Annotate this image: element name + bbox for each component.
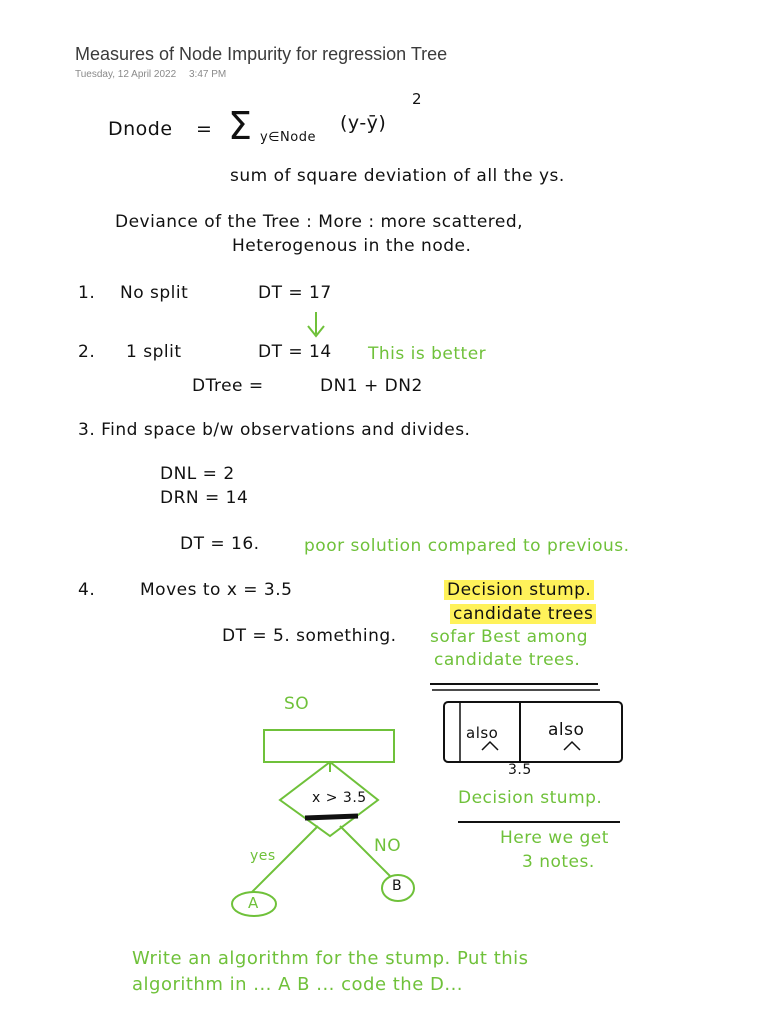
formula-sum: Σ xyxy=(228,104,253,148)
stump-right-label: also xyxy=(548,720,585,740)
step4-text: Moves to x = 3.5 xyxy=(140,580,293,600)
page-date: Tuesday, 12 April 2022 xyxy=(75,69,177,80)
dt5-value: DT = 5. something. xyxy=(222,626,397,646)
step3-line: 3. Find space b/w observations and divides. xyxy=(78,420,471,440)
dtree-rhs: DN1 + DN2 xyxy=(320,376,423,396)
formula-exp: 2 xyxy=(412,90,423,108)
here-line-2: 3 notes. xyxy=(522,852,595,872)
sum-description: sum of square deviation of all the ys. xyxy=(230,166,565,186)
formula-lhs: Dnode xyxy=(108,118,173,140)
highlight-line-1: Decision stump. xyxy=(444,580,594,600)
stump-split-label: 3.5 xyxy=(508,762,532,778)
page-time: 3:47 PM xyxy=(189,69,227,80)
highlight-line-2: candidate trees xyxy=(450,604,596,624)
stump-caption: Decision stump. xyxy=(458,788,603,808)
formula-sub: y∈Node xyxy=(260,130,316,145)
tree-root-label: SO xyxy=(284,694,310,714)
step2-text: 1 split xyxy=(126,342,182,362)
stump-left-label: also xyxy=(466,724,499,742)
page-title: Measures of Node Impurity for regression Tree xyxy=(75,44,448,64)
dt16-value: DT = 16. xyxy=(180,534,260,554)
step2-note: This is better xyxy=(368,344,487,364)
leaf-a-label: A xyxy=(248,894,259,912)
step1-number: 1. xyxy=(78,283,96,303)
formula-body: (y-ȳ) xyxy=(340,112,387,134)
sofar-line-1: sofar Best among xyxy=(430,627,589,647)
dt16-note: poor solution compared to previous. xyxy=(304,536,630,556)
bottom-cutoff-line: algorithm in ... A B ... code the D... xyxy=(132,974,464,995)
step1-value: DT = 17 xyxy=(258,283,332,303)
step4-number: 4. xyxy=(78,580,96,600)
bottom-line: Write an algorithm for the stump. Put this xyxy=(132,948,529,969)
tree-no-label: NO xyxy=(374,836,402,856)
step2-value: DT = 14 xyxy=(258,342,332,362)
formula-eq: = xyxy=(196,118,213,140)
down-arrow-icon xyxy=(308,312,324,336)
drn-value: DRN = 14 xyxy=(160,488,249,508)
step1-text: No split xyxy=(120,283,189,303)
dnl-value: DNL = 2 xyxy=(160,464,235,484)
tree-condition-label: x > 3.5 xyxy=(312,790,367,806)
dtree-lhs: DTree = xyxy=(192,376,264,396)
tree-yes-label: yes xyxy=(250,848,276,864)
here-line-1: Here we get xyxy=(500,828,609,848)
deviance-line-1: Deviance of the Tree : More : more scattered, xyxy=(115,212,524,232)
tree-root-box xyxy=(264,730,394,762)
leaf-b-label: B xyxy=(392,878,403,894)
sofar-line-2: candidate trees. xyxy=(434,650,581,670)
deviance-line-2: Heterogenous in the node. xyxy=(232,236,472,256)
step2-number: 2. xyxy=(78,342,96,362)
